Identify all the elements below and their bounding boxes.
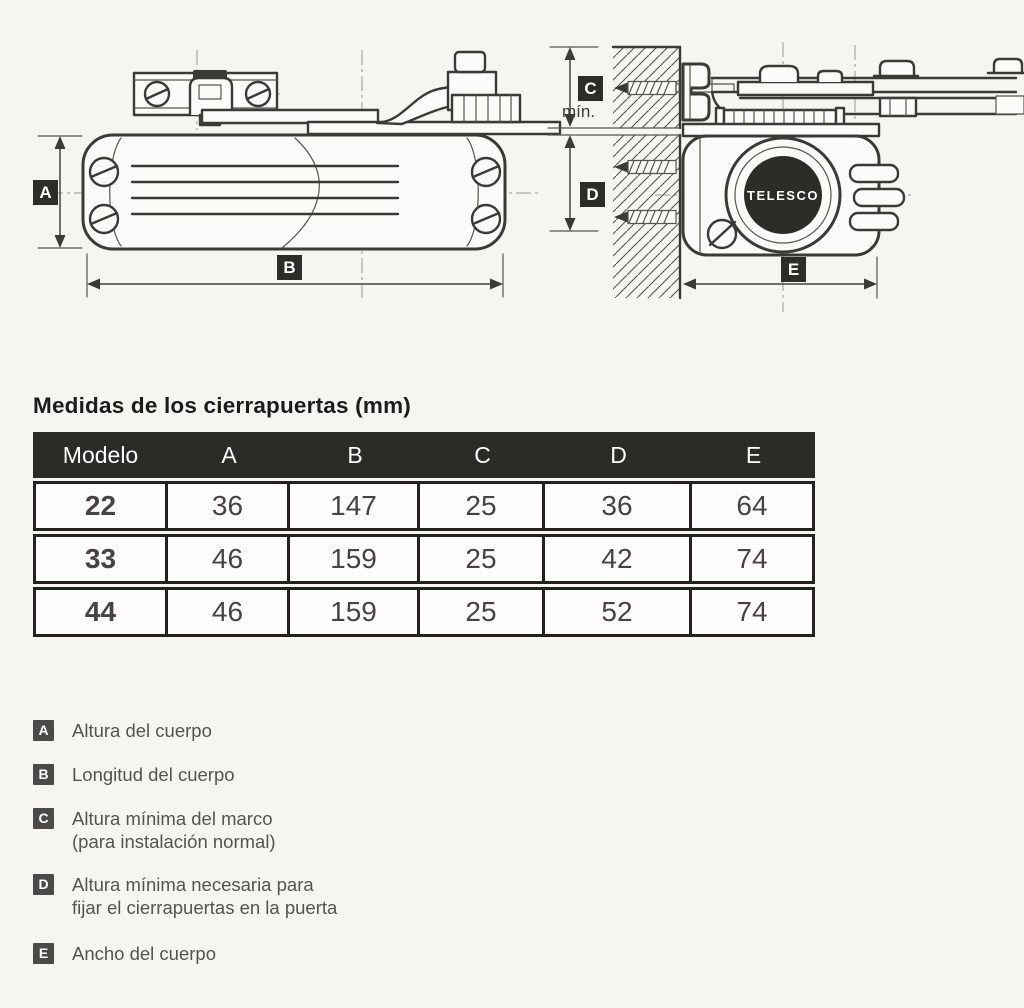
cell-a: 46 [168,537,290,581]
cell-modelo: 22 [36,484,168,528]
dim-label-b: B [277,255,302,280]
legend-badge-d: D [33,874,54,895]
arm-assembly [683,59,1024,128]
cell-e: 64 [736,490,768,521]
table-row [33,481,815,531]
table-row [33,587,815,637]
cell-d: 42 [545,537,692,581]
legend-text: (para instalación normal) [72,831,276,852]
body-fin [850,165,898,182]
technical-drawings [0,0,1024,340]
legend-badge-e: E [33,943,54,964]
dim-label-e: E [781,257,806,282]
measurements-table [33,432,815,637]
cell-modelo: 33 [36,537,168,581]
dim-label-a: A [33,180,58,205]
closer-body-end [683,124,904,255]
cell-a: 36 [168,484,290,528]
legend-text: Altura del cuerpo [72,720,212,741]
cell-c: 25 [420,590,545,634]
body-fin [854,189,904,206]
legend-text: Altura mínima necesaria para [72,874,314,895]
cell-b: 159 [290,590,420,634]
telesco-badge [726,138,840,252]
cell-modelo: 44 [36,590,168,634]
legend-text: Altura mínima del marco [72,808,273,829]
lever-arm [377,52,520,124]
cell-c: 25 [420,484,545,528]
cell-d: 52 [545,590,692,634]
cell-d: 36 [545,484,692,528]
cell-b: 147 [290,484,420,528]
legend-badge-b: B [33,764,54,785]
legend-text: Longitud del cuerpo [72,764,235,785]
base-plate [308,122,560,134]
legend-text: Ancho del cuerpo [72,943,216,964]
dim-label-d: D [580,182,605,207]
col-header-a: A [221,441,237,468]
legend-badge-a: A [33,720,54,741]
table-row [33,534,815,584]
col-header-e: E [745,441,762,468]
cell-a: 46 [168,590,290,634]
col-header-modelo: Modelo [62,441,139,468]
table-header-row [33,432,815,478]
col-header-b: B [347,441,363,468]
col-header-c: C [474,441,491,468]
section-title: Medidas de los cierrapuertas (mm) [33,393,411,418]
cell-e: 74 [736,596,768,627]
closer-body [83,135,505,249]
telesco-logo-text: TELESCO [747,188,819,203]
cell-e: 74 [736,543,768,574]
legend-badge-c: C [33,808,54,829]
dim-label-c-min: mín. [562,102,596,121]
body-fin [850,213,898,230]
cell-c: 25 [420,537,545,581]
col-header-d: D [610,441,627,468]
legend-text: fijar el cierrapuertas en la puerta [72,897,338,918]
cell-b: 159 [290,537,420,581]
dim-e-arrow [683,257,877,298]
dim-label-c: C [578,76,603,101]
